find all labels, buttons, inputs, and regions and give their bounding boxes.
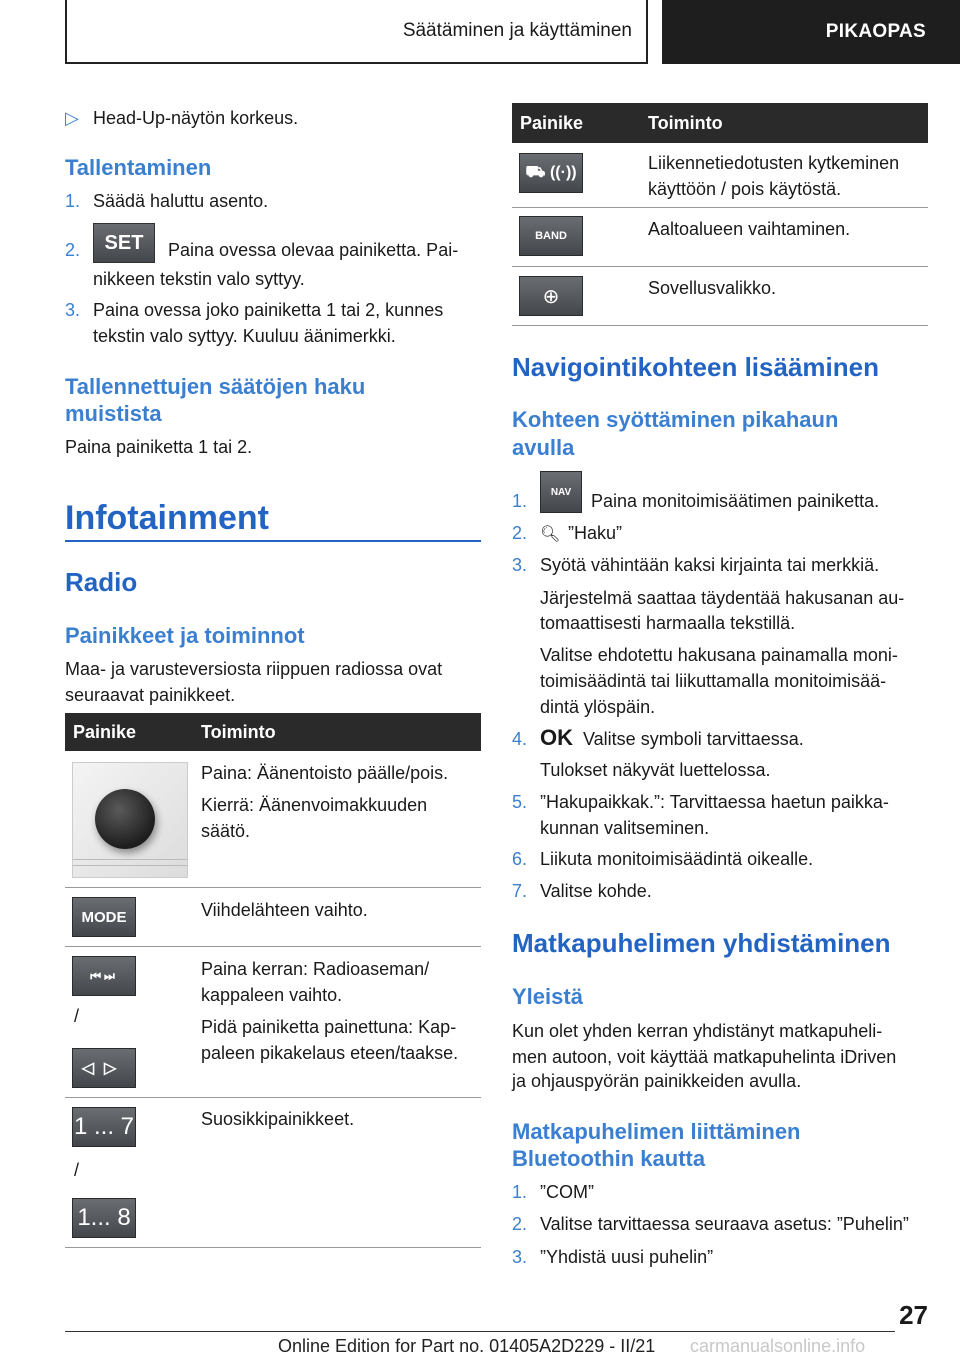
traffic-info-icon: ⛟ ((·)) (519, 153, 583, 193)
row-divider (512, 325, 928, 326)
row-divider (65, 946, 481, 947)
nav-step-3: 3. Syötä vähintään kaksi kirjainta tai merkkiä. (512, 555, 880, 575)
row1-text-a: Paina: Äänentoisto päälle/pois. (201, 763, 449, 783)
heading-phone: Matkapuhelimen yhdistäminen (512, 928, 891, 958)
nav-button-icon: NAV (540, 471, 582, 513)
buttons-text-2: seuraavat painikkeet. (65, 685, 236, 705)
right-row2: Aaltoalueen vaihtaminen. (648, 219, 851, 239)
row3-text-c: Pidä painiketta painettuna: Kap- (201, 1017, 457, 1037)
nav-step-1: 1. (512, 491, 528, 511)
header-chapter: PIKAOPAS (662, 0, 960, 64)
apps-menu-icon: ⊕ (519, 276, 583, 316)
bt-step-1: 1. ”COM” (512, 1182, 594, 1202)
heading-general: Yleistä (512, 984, 583, 1009)
row-divider (65, 1247, 481, 1248)
nav-step-5: 5. ”Hakupaikkak.”: Tarvittaessa haetun paikka- (512, 792, 889, 812)
seek-arrows-icon: ◁▷ (72, 1048, 136, 1088)
heading-recall-1: Tallennettujen säätöjen haku (65, 374, 366, 399)
heading-infotainment: Infotainment (65, 499, 269, 537)
save-step-3: 3. Paina ovessa joko painiketta 1 tai 2, kunnes (65, 300, 444, 320)
heading-quick-1: Kohteen syöttäminen pikahaun (512, 407, 839, 432)
left-table-header: Painike Toiminto (65, 713, 481, 751)
heading-underline (65, 540, 481, 542)
row-divider (512, 266, 928, 267)
recall-text: Paina painiketta 1 tai 2. (65, 437, 253, 457)
row3-text-a: Paina kerran: Radioaseman/ (201, 959, 430, 979)
search-icon: 🔍︎ (540, 526, 561, 543)
heading-quick-2: avulla (512, 435, 575, 460)
save-step-1: 1. Säädä haluttu asento. (65, 191, 269, 211)
right-table-header: Painike Toiminto (512, 103, 928, 143)
heading-bt-2: Bluetoothin kautta (512, 1146, 706, 1171)
row-divider (65, 1097, 481, 1098)
nav-step-5-b: kunnan valitseminen. (540, 818, 710, 838)
save-step-2: 2. SET Paina ovessa olevaa painiketta. Pai- (65, 223, 458, 263)
heading-save: Tallentaminen (65, 155, 212, 180)
nav-step-2: 2. 🔍︎ ”Haku” (512, 520, 622, 548)
slash-separator: / (74, 1160, 80, 1180)
footer-watermark: carmanualsonline.info (690, 1336, 866, 1356)
row4-text: Suosikkipainikkeet. (201, 1109, 355, 1129)
row2-text: Viihdelähteen vaihto. (201, 900, 368, 920)
buttons-text-1: Maa- ja varusteversiosta riippuen radiossa ovat (65, 659, 443, 679)
heading-radio: Radio (65, 567, 138, 597)
bt-step-3: 3. ”Yhdistä uusi puhelin” (512, 1247, 714, 1267)
heading-recall-2: muistista (65, 401, 162, 426)
header-section: Säätäminen ja käyttäminen (65, 0, 648, 64)
band-button-icon: BAND (519, 216, 583, 256)
nav-step-3-e: dintä ylöspäin. (540, 697, 656, 717)
nav-step-3-a: Järjestelmä saattaa täydentää hakusanan au- (540, 588, 905, 608)
right-row3: Sovellusvalikko. (648, 278, 777, 298)
slash-separator: / (74, 1006, 80, 1026)
footer-line (65, 1331, 895, 1332)
page-number: 27 (899, 1300, 928, 1330)
row3-text-b: kappaleen vaihto. (201, 985, 343, 1005)
right-row1-b: käyttöön / pois käytöstä. (648, 179, 842, 199)
nav-step-3-c: Valitse ehdotettu hakusana painamalla moni- (540, 645, 898, 665)
general-text-3: ja ohjauspyörän painikkeiden avulla. (512, 1071, 802, 1091)
ok-icon: OK (540, 725, 573, 750)
nav-step-3-b: tomaattisesti harmaalla tekstillä. (540, 613, 796, 633)
set-button-icon: SET (93, 223, 155, 263)
nav-step-7: 7. Valitse kohde. (512, 881, 652, 901)
row3-text-d: paleen pikakelaus eteen/taakse. (201, 1043, 459, 1063)
save-step-2-cont: nikkeen tekstin valo syttyy. (93, 269, 305, 289)
general-text-1: Kun olet yhden kerran yhdistänyt matkapuheli- (512, 1021, 883, 1041)
volume-knob-image (72, 762, 188, 878)
general-text-2: men autoon, voit käyttää matkapuhelinta iDriven (512, 1047, 897, 1067)
save-step-3-cont: tekstin valo syttyy. Kuuluu äänimerkki. (93, 326, 396, 346)
favorites-7-icon: 1 ... 7 (72, 1107, 136, 1147)
bt-step-2: 2. Valitse tarvittaessa seuraava asetus: ”Puhelin” (512, 1214, 909, 1234)
row1-text-b: Kierrä: Äänenvoimakkuuden (201, 795, 428, 815)
heading-nav: Navigointikohteen lisääminen (512, 352, 879, 382)
favorites-8-icon: 1... 8 (72, 1198, 136, 1238)
mode-button-icon: MODE (72, 897, 136, 937)
row-divider (512, 207, 928, 208)
row1-text-c: säätö. (201, 821, 251, 841)
heading-bt-1: Matkapuhelimen liittäminen (512, 1119, 801, 1144)
skip-buttons-icon: ⏮⏭ (72, 956, 136, 996)
nav-step-1-text: Paina monitoimisäätimen painiketta. (591, 491, 880, 511)
nav-step-4: 4. OK Valitse symboli tarvittaessa. (512, 725, 804, 750)
nav-step-4-a: Tulokset näkyvät luettelossa. (540, 760, 771, 780)
row-divider (65, 887, 481, 888)
footer-edition: Online Edition for Part no. 01405A2D229 - II/21 (278, 1336, 656, 1356)
nav-step-3-d: toimisäädintä tai liikuttamalla monitoimisää- (540, 671, 887, 691)
heading-buttons: Painikkeet ja toiminnot (65, 623, 305, 648)
nav-step-6: 6. Liikuta monitoimisäädintä oikealle. (512, 849, 814, 869)
triangle-bullet-icon: ▷ (65, 108, 79, 128)
right-row1-a: Liikennetiedotusten kytkeminen (648, 153, 900, 173)
intro-item: ▷ Head-Up-näytön korkeus. (65, 105, 298, 131)
